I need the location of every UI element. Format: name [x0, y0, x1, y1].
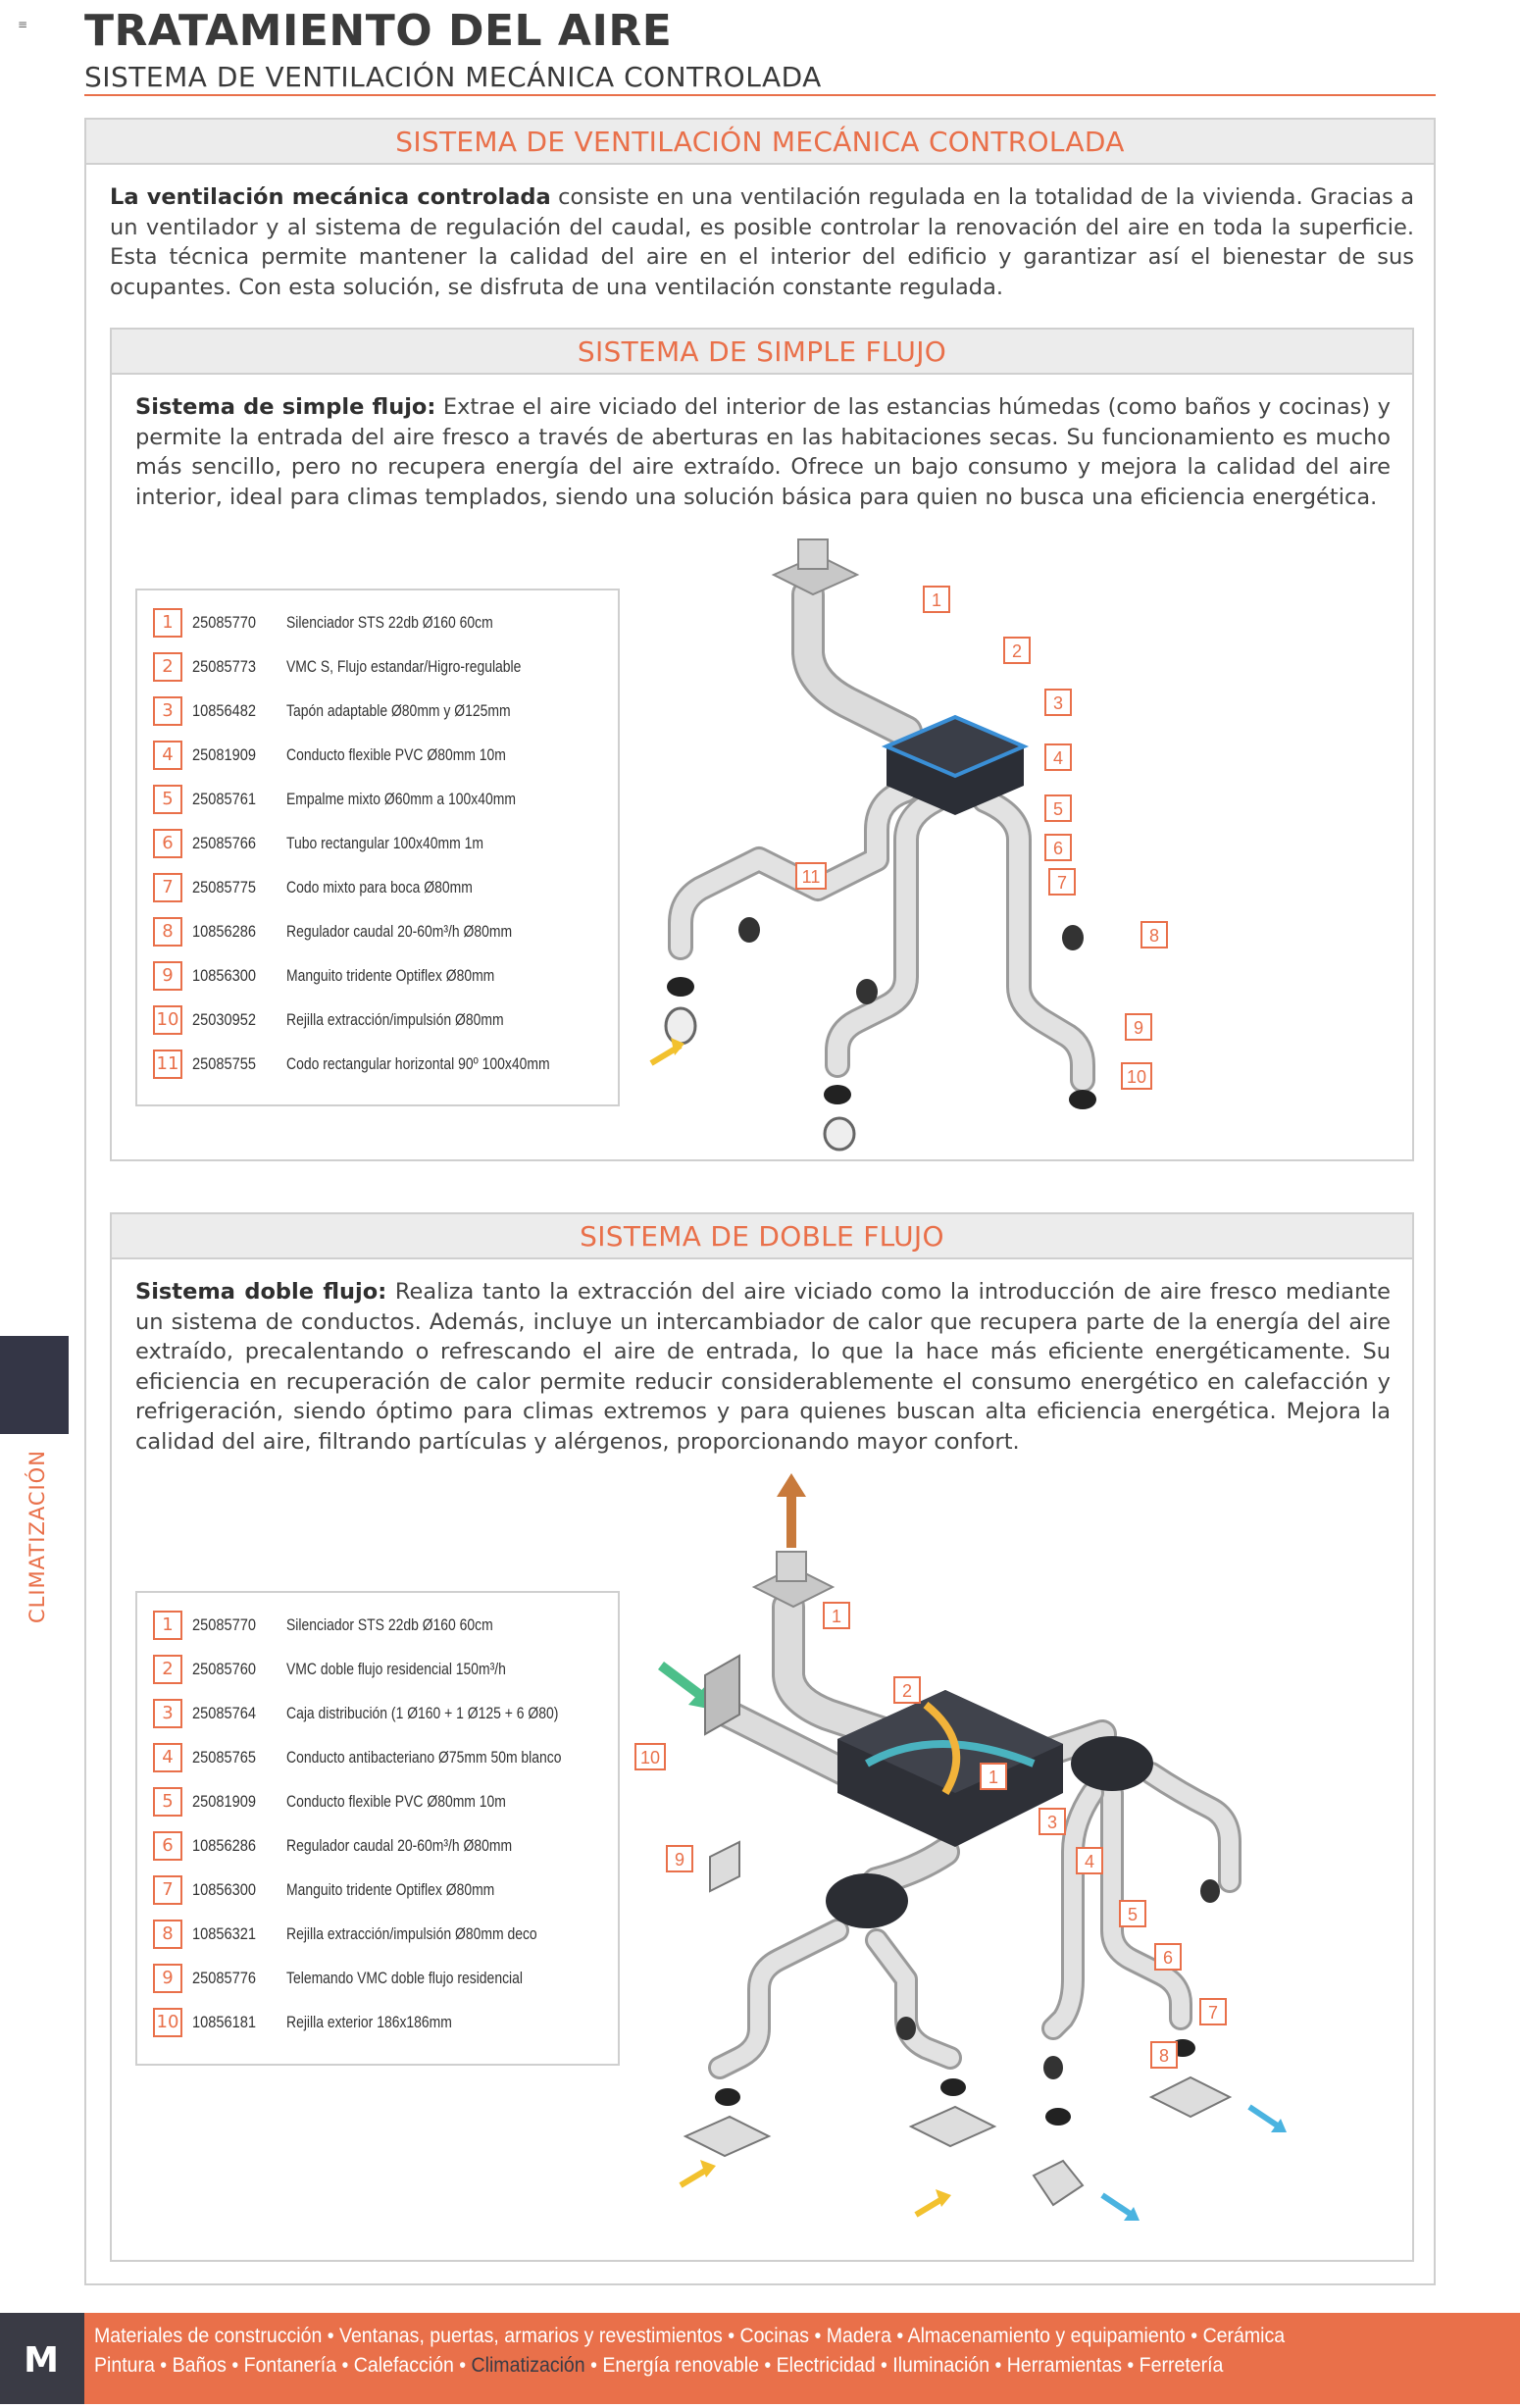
double-flow-parts-list: [135, 1591, 620, 2066]
diagram-tag: 6: [1162, 1948, 1174, 1968]
part-code: 25085761: [192, 790, 257, 808]
part-description: Rejilla exterior 186x186mm: [286, 2013, 452, 2031]
part-code: 25085776: [192, 1969, 257, 1987]
part-number: 3: [153, 696, 182, 726]
diagram-tag: 4: [1052, 748, 1064, 768]
simple-flow-diagram: [661, 536, 1387, 1144]
part-number: 9: [153, 1964, 182, 1993]
diagram-tag: 7: [1056, 873, 1068, 893]
part-description: VMC S, Flujo estandar/Higro-regulable: [286, 657, 522, 676]
corner-mark: ≡: [18, 18, 28, 31]
diagram-tag: 1: [931, 590, 942, 610]
list-item: [153, 652, 573, 682]
diagram-tag: 1: [831, 1607, 842, 1626]
part-code: 25085765: [192, 1748, 257, 1767]
simple-flow-text: Extrae el aire viciado del interior de las estancias húmedas (como baños y cocinas) y permite la entrada del aire fresco a través de aberturas en las habitaciones secas. Su funcionamiento es mucho más sencillo, pero no recupera energía del aire extraído. Ofrece un bajo consumo y mejora la calidad del aire interior, ideal para climas templados, siendo una solución básica para quien no busca una eficiencia energética.: [135, 394, 1391, 510]
logo-letter: M: [24, 2340, 59, 2381]
part-code: 10856300: [192, 966, 257, 985]
simple-flow-parts-list: [135, 589, 620, 1106]
diagram-tag: 3: [1046, 1813, 1058, 1832]
diagram-tag: 9: [1133, 1018, 1144, 1038]
part-description: Tapón adaptable Ø80mm y Ø125mm: [286, 701, 511, 720]
diagram-tag: 10: [639, 1748, 661, 1768]
diagram-tag: 6: [1052, 839, 1064, 858]
list-item: [153, 917, 562, 947]
simple-flow-section: [110, 328, 1414, 1161]
side-tab-block: [0, 1336, 69, 1434]
simple-flow-heading: SISTEMA DE SIMPLE FLUJO: [112, 330, 1412, 375]
part-code: 10856300: [192, 1880, 257, 1899]
part-number: 10: [153, 1005, 182, 1035]
part-number: 9: [153, 961, 182, 991]
part-description: Regulador caudal 20-60m³/h Ø80mm: [286, 922, 513, 941]
part-description: Conducto antibacteriano Ø75mm 50m blanco: [286, 1748, 562, 1767]
title-rule: [84, 94, 1436, 96]
footer-line2-before[interactable]: Pintura • Baños • Fontanería • Calefacción •: [94, 2354, 472, 2377]
part-code: 25085755: [192, 1054, 257, 1073]
footer-logo: [0, 2313, 84, 2404]
list-item: [153, 785, 566, 814]
part-number: 4: [153, 1743, 182, 1772]
list-item: [153, 608, 538, 638]
part-code: 25081909: [192, 1792, 257, 1811]
list-item: [153, 829, 527, 858]
part-code: 25081909: [192, 745, 257, 764]
footer-categories-line-2[interactable]: [94, 2354, 1223, 2378]
list-item: [153, 1743, 622, 1772]
part-number: 8: [153, 917, 182, 947]
part-code: 25085770: [192, 613, 257, 632]
vmc-section-heading: SISTEMA DE VENTILACIÓN MECÁNICA CONTROLADA: [86, 120, 1434, 165]
page-title: TRATAMIENTO DEL AIRE: [84, 6, 673, 56]
list-item: [153, 873, 514, 902]
footer-line2-after[interactable]: • Energía renovable • Electricidad • Iluminación • Herramientas • Ferretería: [584, 2354, 1224, 2377]
part-code: 25085775: [192, 878, 257, 897]
list-item: [153, 2008, 488, 2037]
double-flow-diagram: [639, 1469, 1387, 2244]
part-code: 25030952: [192, 1010, 257, 1029]
part-description: Rejilla extracción/impulsión Ø80mm: [286, 1010, 504, 1029]
double-flow-heading: SISTEMA DE DOBLE FLUJO: [112, 1214, 1412, 1259]
part-number: 2: [153, 652, 182, 682]
part-code: 25085760: [192, 1660, 257, 1678]
part-number: 5: [153, 785, 182, 814]
vmc-main-box: [84, 118, 1436, 2285]
double-flow-section: [110, 1212, 1414, 2262]
diagram-tag: 9: [674, 1850, 685, 1870]
part-code: 10856286: [192, 922, 257, 941]
part-number: 10: [153, 2008, 182, 2037]
part-code: 25085766: [192, 834, 257, 852]
part-description: Tubo rectangular 100x40mm 1m: [286, 834, 483, 852]
diagram-tag: 5: [1127, 1905, 1139, 1924]
part-description: VMC doble flujo residencial 150m³/h: [286, 1660, 506, 1678]
double-flow-lead: Sistema doble flujo:: [135, 1279, 387, 1305]
part-code: 10856286: [192, 1836, 257, 1855]
part-number: 6: [153, 829, 182, 858]
simple-flow-lead: Sistema de simple flujo:: [135, 394, 436, 420]
list-item: [153, 1655, 554, 1684]
part-number: 8: [153, 1920, 182, 1949]
diagram-tag: 8: [1148, 926, 1160, 946]
part-number: 1: [153, 1611, 182, 1640]
diagram-tag: 10: [1126, 1067, 1147, 1087]
list-item: [153, 741, 554, 770]
section-side-label: CLIMATIZACIÓN: [25, 1450, 49, 1623]
part-number: 7: [153, 1875, 182, 1905]
list-item: [153, 1875, 540, 1905]
diagram-tag: 5: [1052, 799, 1064, 819]
part-number: 11: [153, 1050, 182, 1079]
part-code: 10856482: [192, 701, 257, 720]
part-number: 5: [153, 1787, 182, 1817]
part-description: Empalme mixto Ø60mm a 100x40mm: [286, 790, 516, 808]
list-item: [153, 1050, 608, 1079]
diagram-tag: 2: [1011, 641, 1023, 661]
diagram-tag: 11: [801, 867, 821, 887]
part-description: Caja distribución (1 Ø160 + 1 Ø125 + 6 Ø80): [286, 1704, 559, 1722]
list-item: [153, 1787, 554, 1817]
part-number: 4: [153, 741, 182, 770]
part-code: 25085764: [192, 1704, 257, 1722]
intro-lead: La ventilación mecánica controlada: [110, 184, 551, 210]
footer-current-category[interactable]: Climatización: [471, 2354, 585, 2377]
double-flow-paragraph: [135, 1277, 1391, 1457]
part-description: Manguito tridente Optiflex Ø80mm: [286, 966, 495, 985]
part-number: 2: [153, 1655, 182, 1684]
part-number: 7: [153, 873, 182, 902]
list-item: [153, 1831, 562, 1861]
part-code: 10856181: [192, 2013, 257, 2031]
diagram-tag: 1: [988, 1768, 999, 1787]
page-subtitle: SISTEMA DE VENTILACIÓN MECÁNICA CONTROLADA: [84, 61, 822, 93]
simple-flow-paragraph: [135, 392, 1391, 512]
part-description: Conducto flexible PVC Ø80mm 10m: [286, 745, 506, 764]
diagram-tag: 3: [1052, 693, 1064, 713]
intro-paragraph: [110, 182, 1414, 302]
part-code: 10856321: [192, 1924, 257, 1943]
diagram-tag: 7: [1207, 2003, 1219, 2023]
list-item: [153, 1005, 551, 1035]
part-number: 3: [153, 1699, 182, 1728]
diagram-tag: 4: [1084, 1852, 1095, 1871]
part-description: Codo mixto para boca Ø80mm: [286, 878, 473, 897]
part-number: 1: [153, 608, 182, 638]
logo-icon: [0, 2313, 84, 2404]
double-flow-text: Realiza tanto la extracción del aire viciado como la introducción de aire fresco mediante un sistema de conductos. Además, incluye un intercambiador de calor que recupera parte de la energía del aire extraído, precalentando o refrescando el aire de entrada, lo que la hace más eficiente energéticamente. Su eficiencia en recuperación de calor permite reducir considerablemente el consumo energético en calefacción y refrigeración, siendo óptimo para climas extremos y para quienes buscan alta eficiencia energética. Mejora la calidad del aire, filtrando partículas y alérgenos, proporcionando mayor confort.: [135, 1279, 1392, 1455]
part-code: 25085773: [192, 657, 257, 676]
part-description: Regulador caudal 20-60m³/h Ø80mm: [286, 1836, 513, 1855]
part-number: 6: [153, 1831, 182, 1861]
list-item: [153, 1964, 575, 1993]
part-description: Silenciador STS 22db Ø160 60cm: [286, 613, 493, 632]
diagram-tag: 2: [901, 1681, 913, 1701]
part-description: Silenciador STS 22db Ø160 60cm: [286, 1615, 493, 1634]
part-description: Telemando VMC doble flujo residencial: [286, 1969, 523, 1987]
list-item: [153, 961, 540, 991]
part-description: Conducto flexible PVC Ø80mm 10m: [286, 1792, 506, 1811]
part-description: Manguito tridente Optiflex Ø80mm: [286, 1880, 495, 1899]
part-code: 25085770: [192, 1615, 257, 1634]
diagram-tag: 8: [1158, 2046, 1170, 2066]
part-description: Codo rectangular horizontal 90º 100x40mm: [286, 1054, 550, 1073]
part-description: Rejilla extracción/impulsión Ø80mm deco: [286, 1924, 537, 1943]
footer-nav: [0, 2313, 1520, 2404]
intro-text: consiste en una ventilación regulada en la totalidad de la vivienda. Gracias a un ventilador y al sistema de regulación del caudal, es posible controlar la renovación del aire en toda la superficie. Esta técnica permite mantener la calidad del aire en el interior del edificio y garantizar así el bienestar de sus ocupantes. Con esta solución, se disfruta de una ventilación constante regulada.: [110, 184, 1414, 300]
footer-categories-line-1[interactable]: Materiales de construcción • Ventanas, puertas, armarios y revestimientos • Cocinas • Madera • Almacenamiento y equipamiento • Cerámica: [94, 2325, 1286, 2347]
list-item: [153, 1611, 538, 1640]
list-item: [153, 1920, 592, 1949]
list-item: [153, 696, 560, 726]
list-item: [153, 1699, 618, 1728]
